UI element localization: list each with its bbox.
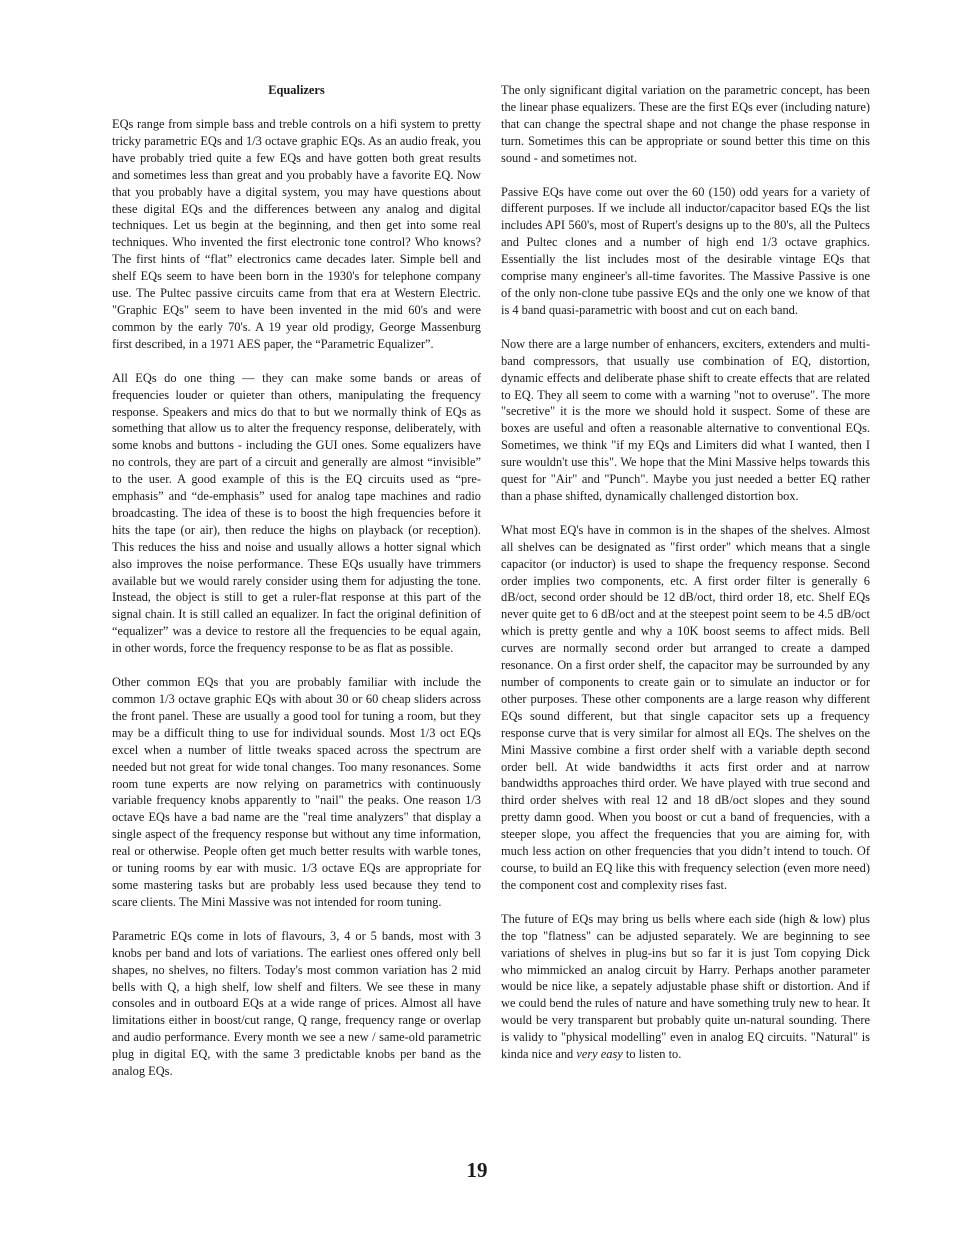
future-eqs-text: The future of EQs may bring us bells where each side (high & low) plus the top "flatness" can be adjusted separately. We are beginning to see variations of shelves in plug-ins but so far it is just Tom copying Dick who mimmicked an analog circuit by Harry. Perhaps another parameter would be nice like, a sepately adjustable phase shift or distortion. And if we could bend the rules of nature and have something truly new to hear. It would be very transparent but probably quite un-natural sounding. There is validy to "physical modelling" even in analog EQ circuits. "Natural" is kinda nice and xyxy=(501,911,870,1062)
page-number: 19 xyxy=(466,1158,488,1182)
paragraph-passive-eqs: Passive EQs have come out over the 60 (150) odd years for a variety of different purposes. If we include all inductor/capacitor based EQs the list includes API 560's, most of Rupert's designs up to the 80's, all the Pultecs and Pultec clones and a number of high end 1/3 octave graphics. Essentially the list includes most of the desirable vintage EQs that comprise many engineer's all-time favorites. The Massive Passive is one of the only non-clone tube passive EQs and the only one we know of that is 4 band quasi-parametric with boost and cut on each band. xyxy=(501,184,870,317)
paragraph-future-eqs xyxy=(501,911,870,1063)
left-column xyxy=(112,82,481,1080)
very-easy-emphasis: very easy xyxy=(576,1047,623,1062)
paragraph-enhancers: Now there are a large number of enhancers, exciters, extenders and multi-band compressors, that usually use combination of EQ, distortion, dynamic effects and deliberate phase shift to create effects that are related to EQ. They all seem to come with a warning "not to overuse". The more "secretive" it is the more we should hold it suspect. Some of these are boxes are useful and often a reasonable alternative to conventional EQs. Sometimes, we think "if my EQs and Limiters did what I wanted, then I sure wouldn't use this". We hope that the Mini Massive helps towards this quest for "Air" and "Punch". Maybe you just needed a better EQ rather than a phase shifted, dynamically challenged distortion box. xyxy=(501,336,870,503)
paragraph-shelf-shapes: What most EQ's have in common is in the shapes of the shelves. Almost all shelves can be designated as "first order" which means that a single capacitor (or inductor) is used to shape the frequency response. Second order implies two components, etc. A first order filter is generally 6 dB/oct, second order should be 12 dB/oct, third order 18, etc. Shelf EQs never quite get to 6 dB/oct and at the steepest point seem to be 4.5 dB/oct which is pretty gentle and why a 10K boost seems to affect mids. Bell curves are normally second order but arranged to create a damped resonance. On a first order shelf, the capacitor may be surrounded by any number of components to create gain or to simulate an inductor or for other purposes. These other components are a large reason why different EQs sound different, but that single capacitor sets up a frequency response curve that is very similar for almost all EQs. The shelves on the Mini Massive combine a first order shelf with a variable depth second order bell. At wide bandwidths it acts first order and at narrow bandwidths approaches third order. We have played with true second and third order shelves with real 12 and 18 dB/oct slopes and they sound pretty damn good. When you boost or cut a band of frequencies, with a steeper slope, you affect the frequencies that you are aiming for, with much less action on other frequencies that you didn’t intend to touch. Of course, to build an EQ like this with frequency selection (even more need) the component cost and complexity rises fast. xyxy=(501,522,870,892)
paragraph-eq-intro: EQs range from simple bass and treble controls on a hifi system to pretty tricky parametric EQs and 1/3 octave graphic EQs. As an audio freak, you have probably tried quite a few EQs and have gotten both great results and sometimes less than great and you probably have a favorite EQ. Now that you probably have a digital system, you may have questions about these digital EQs and the differences between any analog and digital techniques. Let us begin at the beginning, and then get into some real techniques. Who invented the first electronic tone control? Who knows? The first hints of “flat” electronics came decades later. Simple bell and shelf EQs seem to have been born in the 1930's for telephone company use. The Pultec passive circuits came from that era at Western Electric. "Graphic EQs" seem to have been invented in the mid 60's and were common by the early 70's. A 19 year old prodigy, George Massenburg first described, in a 1971 AES paper, the “Parametric Equalizer”. xyxy=(112,117,481,351)
section-heading: Equalizers xyxy=(268,83,325,97)
paragraph-graphic-eqs: Other common EQs that you are probably familiar with include the common 1/3 octave graphic EQs with about 30 or 60 cheap sliders across the front panel. These are usually a good tool for tuning a room, but they may be a difficult thing to use for individual sounds. Most 1/3 oct EQs excel when a number of little tweaks spaced across the spectrum are needed but not great for wide tonal changes. Too many resonances. Some room tune experts are now relying on parametrics with continuously variable frequency knobs apparently to "nail" the peaks. One reason 1/3 octave EQs have a bad name are the "real time analyzers" that display a single aspect of the frequency response but without any time information, real or otherwise. People often get much better results with warble tones, or tuning rooms by ear with music. 1/3 octave EQs are appropriate for some mastering tasks but are probably less used because they tend to scare clients. The Mini Massive was not intended for room tuning. xyxy=(112,675,481,909)
right-column xyxy=(501,82,870,1063)
paragraph-linear-phase: The only significant digital variation on the parametric concept, has been the linear phase equalizers. These are the first EQs ever (including nature) that can change the spectral shape and not change the phase response in turn. Sometimes this can be appropriate or sound better this time on this sound - and sometimes not. xyxy=(501,83,870,165)
paragraph-parametric-eqs: Parametric EQs come in lots of flavours, 3, 4 or 5 bands, most with 3 knobs per band and lots of variations. The earliest ones offered only bell shapes, no shelves, no filters. Today's most common variation has 2 mid bells with Q, a high shelf, low shelf and filters. We see these in many consoles and in outboard EQs at a wide range of prices. Almost all have limitations either in boost/cut range, Q range, frequency range or overlap and audio performance. Every month we see a new / same-old parametric plug in digital EQ, with the same 3 predictable knobs per band as the analog EQs. xyxy=(112,928,481,1079)
paragraph-eq-purpose: All EQs do one thing — they can make some bands or areas of frequencies louder or quieter than others, manipulating the frequency response. Speakers and mics do that to but we normally think of EQs as something that allow us to alter the frequency response, deliberately, with some knobs and buttons - including the GUI ones. Some equalizers have no controls, they are part of a circuit and generally are almost “invisible” to the user. A good example of this is the EQ circuits used as “pre-emphasis” and “de-emphasis” used for analog tape machines and radio broadcasting. The idea of these is to boost the high frequencies before it hits the tape (or air), then reduce the highs on playback (or reception). This reduces the hiss and noise and usually allows a hotter signal which also improves the noise performance. These EQs usually have trimmers available but we would rarely consider using them for adjusting the tone. Instead, the object is still to get a ruler-flat response at this part of the signal chain. It is still called an equalizer. In fact the original definition of “equalizer” was a device to restore all the frequencies to be equal again, in other words, force the frequency response to be as flat as possible. xyxy=(112,370,481,656)
future-eqs-tail: to listen to. xyxy=(622,1047,682,1062)
